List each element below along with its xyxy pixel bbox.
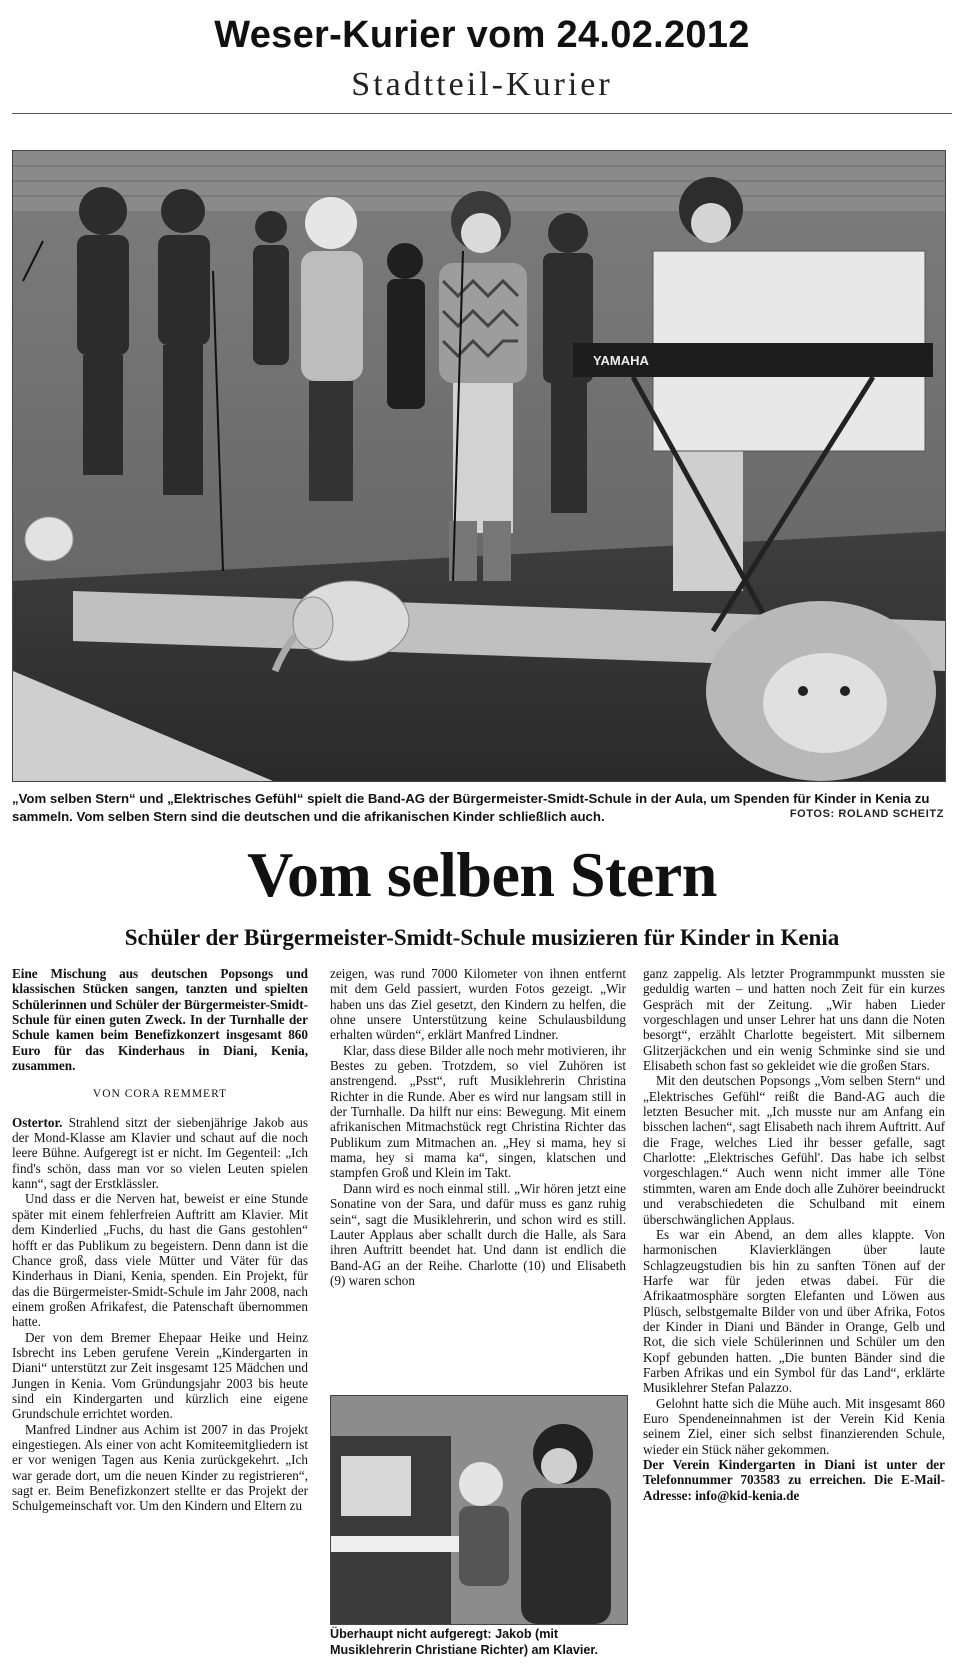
paragraph-9: Mit den deutschen Popsongs „Vom selben Stern“ und „Elektrisches Gefühl“ reißt die Band-AG auch die letzten Besucher mit. „Ich musste nur am Anfang ein bisschen lachen“, sagt Elisabeth nach ihrem Auftritt. Auf die Frage, welches Lied ihr besser gefalle, sagt Charlotte: „Elektrisches Gefühl'. Das habe ich selbst vorgeschlagen.“ Auch wenn nicht immer alle Töne stimmten, waren am Ende doch alle Zuhörer beeindruckt und verabschiedeten die Schulband mit einem überschwänglichen Applaus. (643, 1073, 945, 1227)
paragraph-7: Dann wird es noch einmal still. „Wir hören jetzt eine Sonatine von der Sara, und dafür muss es ganz ruhig sein“, sagt die Musiklehrerin, und schon wird es still. Lauter Applaus aber schallt durch die Halle, als Sara ihren Auftritt beendet hat. Und dann ist endlich die Band-AG an der Reihe. Charlotte (10) und Elisabeth (9) waren schon (330, 1180, 626, 1288)
main-photo (12, 150, 946, 782)
contact-info: Der Verein Kindergarten in Diani ist unter der Telefonnummer 703583 zu erreichen. Die E-Mail-Adresse: info@kid-kenia.de (643, 1457, 945, 1503)
paragraph-4: Manfred Lindner aus Achim ist 2007 in das Projekt eingestiegen. Als einer von acht Komiteemitgliedern ist er vor wenigen Tagen aus Kenia zurückgekehrt. „Ich war gerade dort, um die neuen Kinder zu registrieren“, sagt er. Beim Benefizkonzert stellte er das Projekt der Schulgemeinschaft vor. Um den Kindern und Eltern zu (12, 1421, 308, 1514)
paragraph-1-text: Strahlend sitzt der siebenjährige Jakob aus der Mond-Klasse am Klavier und schaut auf die noch leere Bühne. Aufgeregt ist er nicht. Im Gegenteil: „Ich find's schön, dass man vor so vielen Leuten spielen kann“, sagt der Erstklässler. (12, 1114, 308, 1192)
article-column-2 (330, 966, 626, 1288)
band-stage-illustration (13, 151, 945, 781)
section-title: Stadtteil-Kurier (351, 66, 613, 103)
paragraph-5: zeigen, was rund 7000 Kilometer von ihnen entfernt mit dem Geld passiert, wurden Fotos gezeigt. „Wir haben uns das Ziel gesetzt, den Kindern zu helfen, die ohne unsere Unterstützung keine Schulausbildung erhalten würden“, erklärt Manfred Lindner. (330, 966, 626, 1043)
source-title: Weser-Kurier vom 24.02.2012 (214, 14, 750, 56)
piano-illustration (331, 1396, 627, 1624)
paragraph-8: ganz zappelig. Als letzter Programmpunkt mussten sie geduldig warten – und hatten noch Zeit für ein kurzes Gespräch mit der Zeitung. „Wir haben Lieder vorgeschlagen und unser Lehrer hat uns dann die Noten besorgt“, erzählt Charlotte begeistert. Mit silbernem Glitzerjäckchen und ein wenig Schminke sind sie und Elisabeth schon fast so gekleidet wie die großen Stars. (643, 966, 945, 1074)
yamaha-logo: YAMAHA (593, 353, 649, 368)
photo-credit: FOTOS: ROLAND SCHEITZ (789, 808, 944, 820)
paragraph-10: Es war ein Abend, an dem alles klappte. Von harmonischen Klavierklängen über laute Schlagzeugstudien bis hin zu sanften Tönen auf der Harfe war für jeden etwas dabei. Für die Afrikaatmosphäre sorgten Elefanten und Löwen aus Plüsch, selbstgemalte Bilder von und über Afrika, Fotos der Kinder in Diani und Bänder in Orange, Gelb und Rot, die sich viele Schülerinnen und Schüler um den Kopf gebunden hatten. „Die bunten Bänder sind die Farben Afrikas und ein Symbol für das Land“, erklärte Musiklehrer Stefan Palazzo. (643, 1226, 945, 1396)
byline: VON CORA REMMERT (92, 1088, 228, 1101)
paragraph-2: Und dass er die Nerven hat, beweist er eine Stunde später mit einem fehlerfreien Auftritt am Klavier. Mit dem Kinderlied „Fuchs, du hast die Gans gestohlen“ hofft er das Publikum zu begeistern. Denn dann ist die Chance groß, dass viele Mütter und Väter für das Kinderhaus in Diani, Kenia, spenden. Ein Projekt, für das die Bürgermeister-Smidt-Schule im Jahr 2008, nach einem großen Afrikafest, die Patenschaft übernommen hatte. (12, 1191, 308, 1330)
piano-photo-caption: Überhaupt nicht aufgeregt: Jakob (mit Musiklehrerin Christiane Richter) am Klavier. (330, 1627, 599, 1657)
article-column-1 (12, 966, 308, 1514)
plush-lion (706, 601, 936, 781)
article-lead: Eine Mischung aus deutschen Popsongs und klassischen Stücken sangen, tanzten und spielten Schülerinnen und Schüler der Bürgermeister-Smidt-Schule für einen guten Zweck. In der Turnhalle der Schule kamen beim Benefizkonzert insgesamt 860 Euro für das Kinderhaus in Diani, Kenia, zusammen. (12, 966, 308, 1074)
paragraph-6: Klar, dass diese Bilder alle noch mehr motivieren, ihr Bestes zu geben. Trotzdem, so viel Zuhören ist anstrengend. „Psst“, ruft Musiklehrerin Christina Richter in die Runde. Aber es wird nur langsam still in der Turnhalle. Da hilft nur eins: Bewegung. Mit einem afrikanischen Mitmachstück regt Christina Richter das Publikum zum Mitmachen an. „Hey si mama, hey si mama, hey si mama ka“, singen, klatschen und stampfen Groß und Klein im Takt. (330, 1042, 626, 1181)
dateline: Ostertor. (12, 1114, 63, 1130)
article-column-3 (643, 966, 945, 1503)
paragraph-11: Gelohnt hatte sich die Mühe auch. Mit insgesamt 860 Euro Spendeneinnahmen ist der Verein Kid Kenia seinem Ziel, einer sich selbst finanzierenden Schule, wieder ein Stück näher gekommen. (643, 1395, 945, 1457)
article-subhead: Schüler der Bürgermeister-Smidt-Schule musizieren für Kinder in Kenia (124, 925, 840, 950)
piano-photo (330, 1395, 628, 1625)
paragraph-3: Der von dem Bremer Ehepaar Heike und Heinz Isbrecht ins Leben gerufene Verein „Kindergarten in Diani“ unterstützt zur Zeit insgesamt 125 Mädchen und Jungen in Kenia. Vom Gründungsjahr 2003 bis heute sind ein Kindergarten und kürzlich eine eigene Grundschule errichtet worden. (12, 1329, 308, 1422)
header-divider (12, 113, 952, 114)
article-headline: Vom selben Stern (247, 839, 717, 910)
main-photo-caption: „Vom selben Stern“ und „Elektrisches Gefühl“ spielt die Band-AG der Bürgermeister-Smidt-Schule in der Aula, um Spenden für Kinder in Kenia zu sammeln. Vom selben Stern sind die deutschen und die afrikanischen Kinder schließlich auch. (12, 791, 930, 824)
plush-toy-small (25, 517, 73, 561)
paragraph-1 (12, 1115, 308, 1192)
